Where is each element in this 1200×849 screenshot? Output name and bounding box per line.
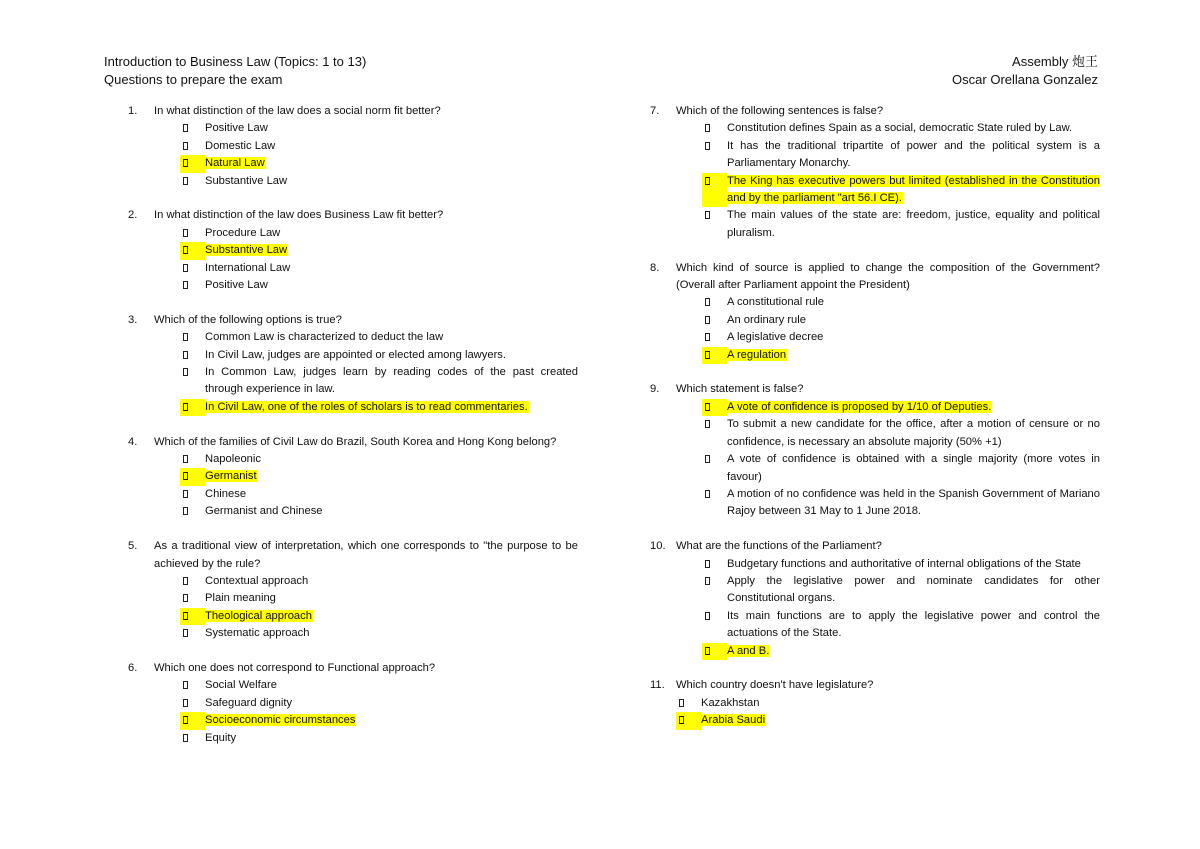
answer-option [128,590,578,607]
question-line [128,538,578,573]
answer-option [650,207,1100,242]
checkbox-icon [676,712,701,729]
option-text: Positive Law [205,122,268,135]
option-text: Plain meaning [205,592,276,605]
answer-option-highlighted [650,399,1100,416]
answer-option [128,730,578,747]
answer-option-highlighted [128,242,578,259]
option-text: In Civil Law, one of the roles of scholars is to read commentaries. [205,400,528,413]
question-text: What are the functions of the Parliament? [676,540,882,553]
option-text: A motion of no confidence was held in the Spanish Government of Mariano Rajoy between 31 May to 1 June 2018. [727,487,1100,518]
checkbox-icon [180,590,205,607]
checkbox-icon [702,173,727,208]
answer-option-highlighted [650,347,1100,364]
question-text: Which kind of source is applied to change the composition of the Government? (Overall after Parliament appoint the President) [676,261,1100,292]
checkbox-icon [180,277,205,294]
question-number: 9. [650,383,660,396]
question-number: 6. [128,661,138,674]
option-text: Chinese [205,487,247,500]
question-block [128,103,578,190]
answer-option [128,625,578,642]
option-text: Substantive Law [205,244,288,257]
checkbox-icon [702,329,727,346]
question-number: 10. [650,540,666,553]
checkbox-icon [702,399,727,416]
option-text: Substantive Law [205,174,288,187]
checkbox-icon [702,608,727,643]
answer-option [650,695,1100,712]
question-text: In what distinction of the law does Business Law fit better? [154,209,444,222]
answer-option [128,451,578,468]
question-line [128,103,578,120]
question-text: Which one does not correspond to Functional approach? [154,661,436,674]
checkbox-icon [702,643,727,660]
question-block [650,677,1100,729]
question-text: Which of the families of Civil Law do Brazil, South Korea and Hong Kong belong? [154,435,557,448]
checkbox-icon [180,503,205,520]
answer-option [128,695,578,712]
checkbox-icon [702,207,727,242]
checkbox-icon [180,486,205,503]
question-number: 4. [128,435,138,448]
checkbox-icon [702,416,727,451]
question-block [650,381,1100,520]
checkbox-icon [180,695,205,712]
question-line [128,312,578,329]
answer-option-highlighted [128,399,578,416]
checkbox-icon [180,712,205,729]
question-block [128,538,578,642]
question-block [650,538,1100,660]
document-header-right [952,53,1098,89]
question-number: 5. [128,540,138,553]
checkbox-icon [180,260,205,277]
checkbox-icon [180,120,205,137]
option-text: Constitution defines Spain as a social, democratic State ruled by Law. [727,122,1073,135]
answer-option [650,329,1100,346]
answer-option [128,277,578,294]
checkbox-icon [180,347,205,364]
option-text: In Civil Law, judges are appointed or elected among lawyers. [205,348,506,361]
option-text: A constitutional rule [727,296,825,309]
document-title: Introduction to Business Law (Topics: 1 to 13) [104,54,367,69]
answer-option [650,451,1100,486]
option-text: Socioeconomic circumstances [205,714,356,727]
option-text: Common Law is characterized to deduct the law [205,331,444,344]
answer-option [128,573,578,590]
option-text: Germanist and Chinese [205,505,323,518]
option-text: To submit a new candidate for the office, after a motion of censure or no confidence, is necessary an absolute majority (50% +1) [727,418,1100,448]
checkbox-icon [702,347,727,364]
answer-option-highlighted [128,468,578,485]
answer-option-highlighted [650,643,1100,660]
question-text: Which statement is false? [676,383,804,396]
option-text: International Law [205,261,291,274]
answer-option [128,120,578,137]
question-number: 2. [128,209,138,222]
option-text: Contextual approach [205,574,309,587]
answer-option [128,260,578,277]
option-text: Kazakhstan [701,696,760,709]
option-text: Positive Law [205,279,268,292]
checkbox-icon [180,173,205,190]
option-text: Budgetary functions and authoritative of internal obligations of the State [727,557,1081,570]
question-line [650,538,1100,555]
option-text: Procedure Law [205,226,281,239]
answer-option-highlighted [650,712,1100,729]
document-subtitle: Questions to prepare the exam [104,72,283,87]
answer-option [128,138,578,155]
question-line [650,677,1100,694]
question-number: 7. [650,105,660,117]
option-text: Theological approach [205,609,312,622]
answer-option [650,416,1100,451]
document-header-left [104,53,366,89]
option-text: It has the traditional tripartite of power and the political system is a Parliamentary Monarchy. [727,139,1100,170]
question-line [650,260,1100,295]
question-block [650,260,1100,364]
checkbox-icon [676,695,701,712]
question-block [650,103,1100,242]
question-text: In what distinction of the law does a social norm fit better? [154,105,441,117]
answer-option-highlighted [650,173,1100,208]
assembly-label: Assembly 炮王 [1012,54,1098,69]
checkbox-icon [180,364,205,399]
question-text: Which of the following sentences is false? [676,105,884,117]
option-text: Germanist [205,470,257,483]
answer-option-highlighted [128,155,578,172]
question-line [128,434,578,451]
answer-option [128,486,578,503]
option-text: Its main functions are to apply the legislative power and control the actuations of the State. [727,609,1100,640]
answer-option [128,364,578,399]
question-text: As a traditional view of interpretation, which one corresponds to "the purpose to be achieved by the rule? [154,540,578,570]
answer-option [650,294,1100,311]
answer-option [128,347,578,364]
answer-option [650,312,1100,329]
option-text: Domestic Law [205,139,276,152]
option-text: A vote of confidence is obtained with a single majority (more votes in favour) [727,453,1100,483]
question-number: 11. [650,679,665,692]
option-text: Arabia Saudi [701,714,766,727]
checkbox-icon [180,608,205,625]
question-number: 3. [128,313,138,326]
checkbox-icon [702,120,727,137]
checkbox-icon [180,155,205,172]
checkbox-icon [702,573,727,608]
question-line [128,660,578,677]
answer-option [650,120,1100,137]
option-text: The King has executive powers but limited (established in the Constitution and by the parliament "art 56.I CE). [727,174,1100,205]
checkbox-icon [180,225,205,242]
option-text: A legislative decree [727,331,824,344]
checkbox-icon [180,138,205,155]
answer-option [128,225,578,242]
checkbox-icon [180,625,205,642]
left-column [128,103,578,764]
answer-option-highlighted [128,608,578,625]
checkbox-icon [702,486,727,521]
option-text: Natural Law [205,157,265,170]
answer-option [650,608,1100,643]
option-text: Napoleonic [205,453,261,466]
question-line [650,381,1100,398]
option-text: An ordinary rule [727,313,806,326]
question-text: Which of the following options is true? [154,313,342,326]
option-text: In Common Law, judges learn by reading codes of the past created through experience in law. [205,366,578,396]
checkbox-icon [180,399,205,416]
answer-option-highlighted [128,712,578,729]
option-text: Equity [205,731,237,744]
question-block [128,207,578,294]
checkbox-icon [702,556,727,573]
question-block [128,434,578,521]
answer-option [650,573,1100,608]
question-number: 8. [650,261,660,274]
option-text: Systematic approach [205,627,310,640]
question-line [128,207,578,224]
question-text: Which country doesn't have legislature? [676,679,874,692]
option-text: Apply the legislative power and nominate candidates for other Constitutional organs. [727,574,1100,605]
answer-option [128,173,578,190]
answer-option [128,503,578,520]
option-text: A vote of confidence is proposed by 1/10 of Deputies. [727,400,992,413]
option-text: Safeguard dignity [205,696,293,709]
checkbox-icon [702,294,727,311]
option-text: Social Welfare [205,679,277,692]
checkbox-icon [180,242,205,259]
option-text: A and B. [727,644,770,657]
option-text: The main values of the state are: freedom, justice, equality and political pluralism. [727,209,1100,239]
question-block [128,660,578,747]
checkbox-icon [180,573,205,590]
checkbox-icon [180,730,205,747]
checkbox-icon [180,677,205,694]
author-name: Oscar Orellana Gonzalez [952,72,1098,87]
answer-option [650,486,1100,521]
checkbox-icon [180,451,205,468]
answer-option [128,677,578,694]
checkbox-icon [180,468,205,485]
checkbox-icon [180,329,205,346]
checkbox-icon [702,451,727,486]
question-block [128,312,578,416]
checkbox-icon [702,312,727,329]
question-line [650,103,1100,120]
answer-option [128,329,578,346]
option-text: A regulation [727,348,787,361]
question-number: 1. [128,105,138,117]
answer-option [650,556,1100,573]
checkbox-icon [702,138,727,173]
answer-option [650,138,1100,173]
right-column [650,103,1100,747]
